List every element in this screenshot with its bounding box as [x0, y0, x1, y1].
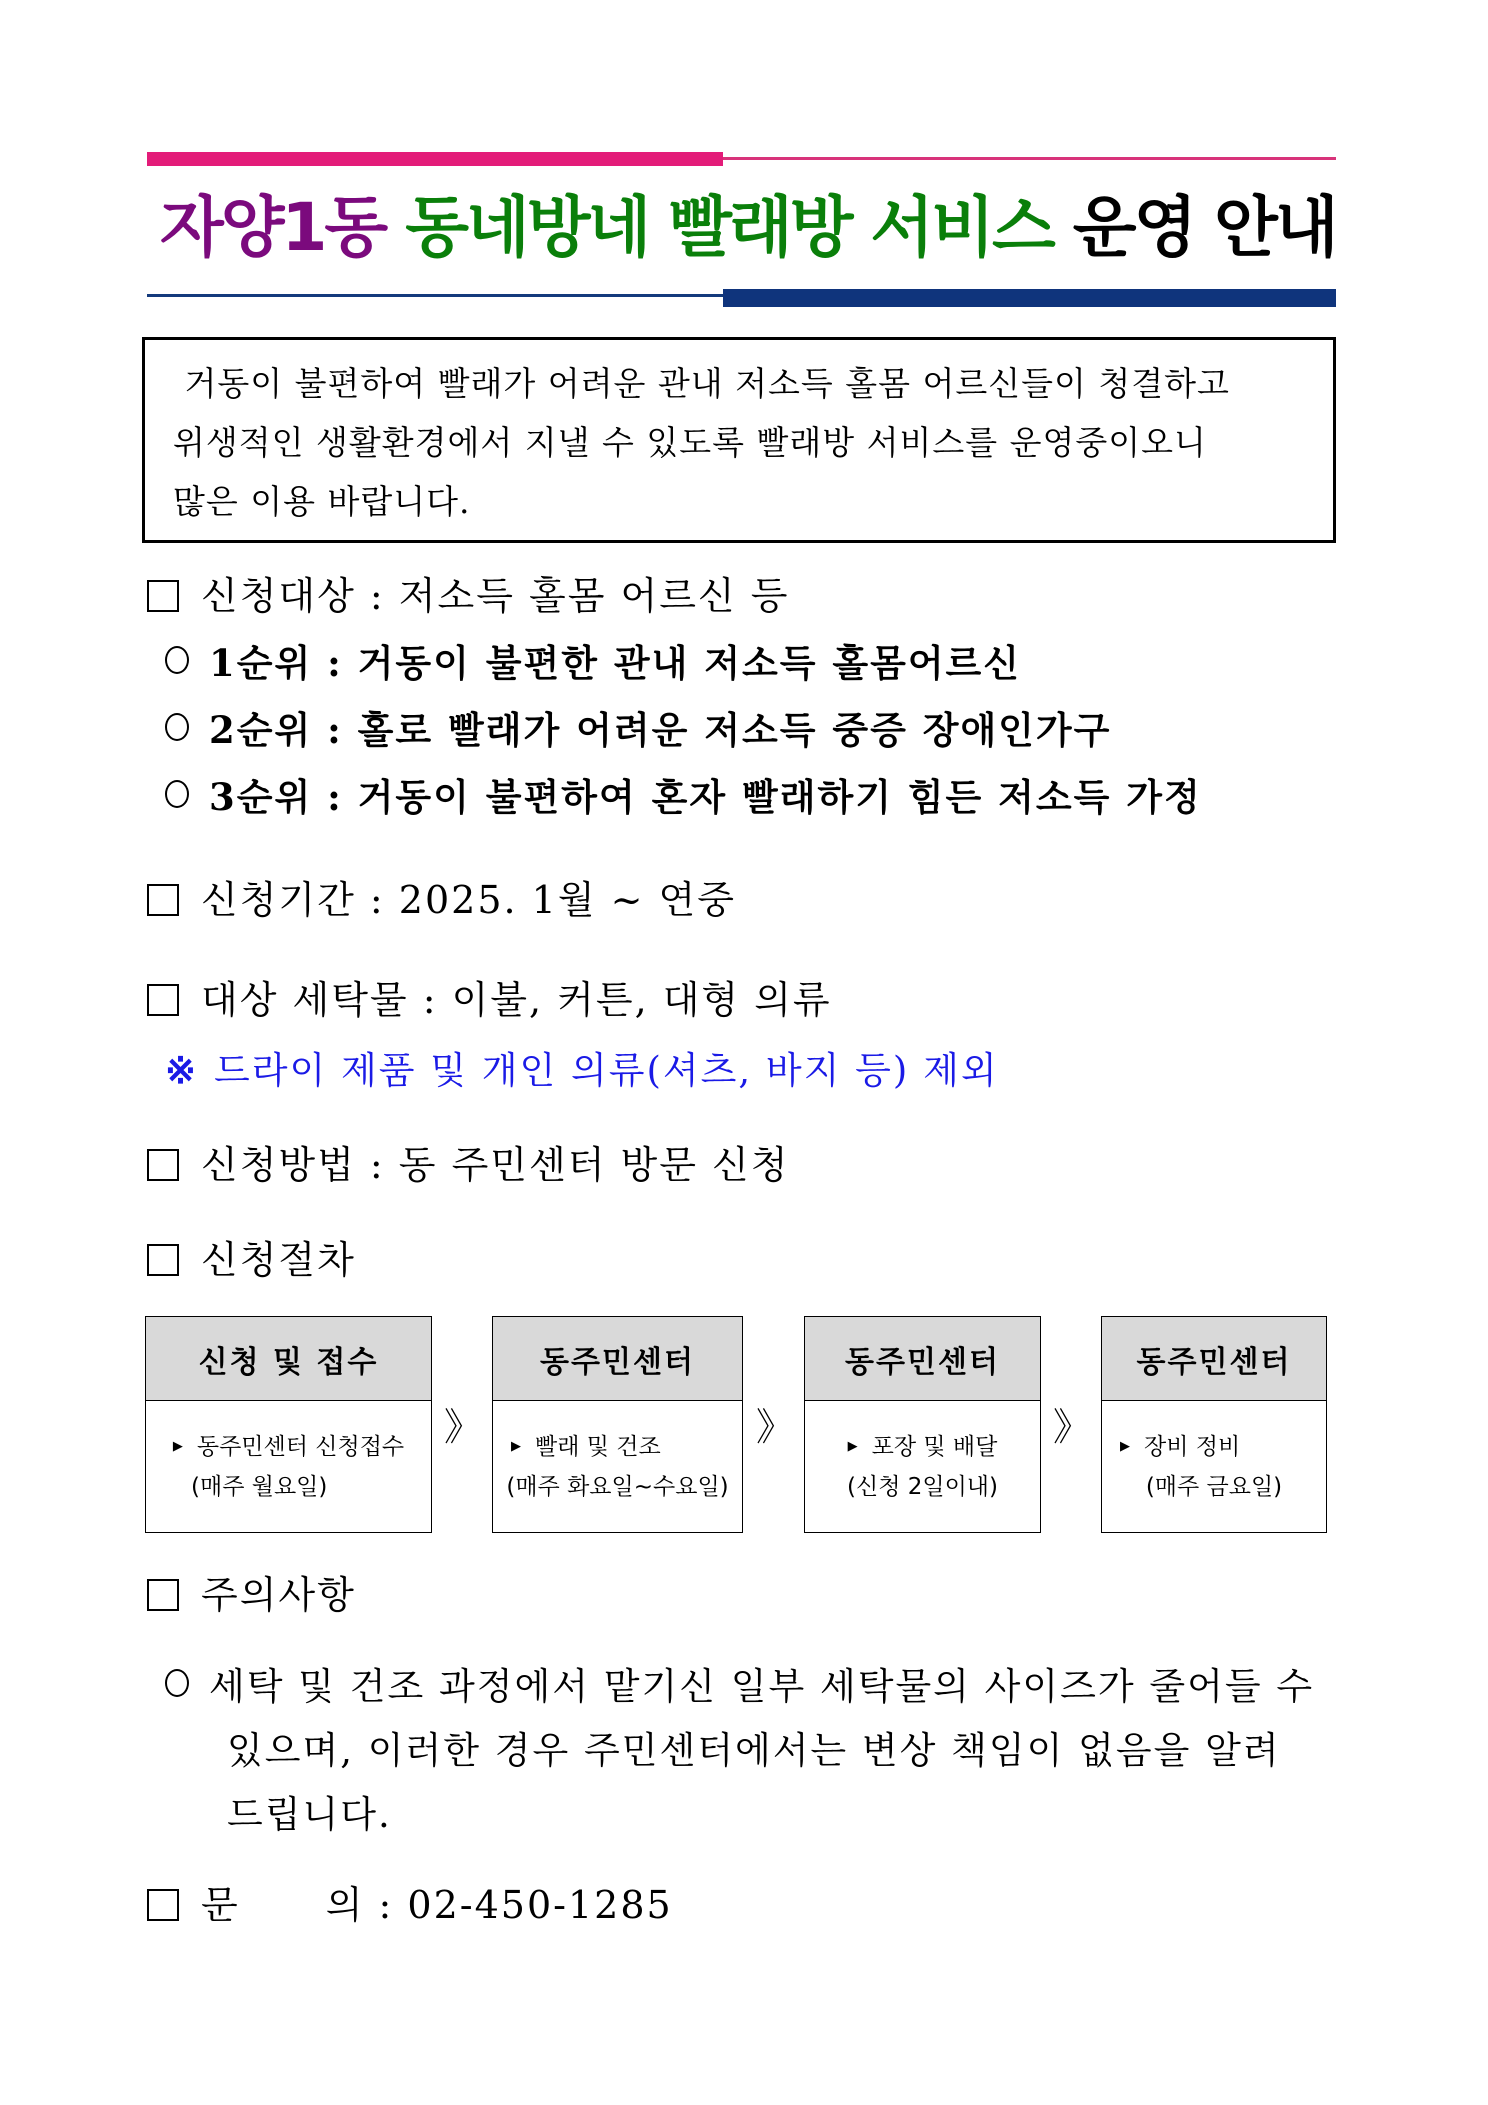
chevron-right-icon: 》 [1053, 1405, 1092, 1449]
priority-text: 2순위 : 홀로 빨래가 어려운 저소득 중증 장애인가구 [209, 708, 1112, 752]
section-items [147, 975, 832, 1025]
circle-bullet-icon [165, 780, 189, 808]
step-schedule: (매주 화요일~수요일) [506, 1474, 729, 1500]
step-header: 동주민센터 [1102, 1317, 1326, 1401]
procedure-step-2 [492, 1316, 743, 1533]
step-schedule: (매주 월요일) [191, 1474, 328, 1500]
checkbox-square-icon [147, 1244, 179, 1276]
procedure-step-1 [145, 1316, 432, 1533]
section-contact [147, 1880, 673, 1930]
header-navy-line [147, 294, 723, 297]
title-guide: 운영 안내 [1072, 189, 1336, 266]
checkbox-square-icon [147, 1149, 179, 1181]
procedure-step-4 [1101, 1316, 1327, 1533]
contact-phone: : 02-450-1285 [378, 1883, 673, 1927]
caution-line: 드립니다. [227, 1793, 392, 1836]
caution-text [165, 1655, 1345, 1847]
page-title [160, 183, 1336, 273]
step-header: 신청 및 접수 [146, 1317, 431, 1401]
header-navy-bar [723, 289, 1336, 307]
intro-line: 위생적인 생활환경에서 지낼 수 있도록 빨래방 서비스를 운영중이오니 [173, 423, 1207, 462]
caution-line: 세탁 및 건조 과정에서 맡기신 일부 세탁물의 사이즈가 줄어들 수 [209, 1665, 1315, 1708]
triangle-bullet-icon: ▶ [847, 1439, 858, 1454]
section-target [147, 571, 789, 621]
checkbox-square-icon [147, 884, 179, 916]
intro-line: 많은 이용 바랍니다. [173, 482, 471, 521]
triangle-bullet-icon: ▶ [1120, 1439, 1130, 1454]
section-method-label: 신청방법 : 동 주민센터 방문 신청 [201, 1143, 790, 1187]
title-district: 자양1동 [160, 189, 386, 266]
step-header: 동주민센터 [493, 1317, 742, 1401]
step-desc: 포장 및 배달 [871, 1434, 998, 1460]
step-desc: 빨래 및 건조 [535, 1434, 661, 1460]
chevron-right-icon: 》 [444, 1405, 483, 1449]
header-pink-bar [147, 152, 723, 166]
circle-bullet-icon [165, 646, 189, 674]
section-caution [147, 1570, 356, 1620]
circle-bullet-icon [165, 713, 189, 741]
triangle-bullet-icon: ▶ [511, 1439, 521, 1454]
step-schedule: (신청 2일이내) [847, 1474, 998, 1500]
priority-item [165, 772, 1202, 822]
priority-item [165, 638, 1021, 688]
step-schedule: (매주 금요일) [1145, 1474, 1283, 1500]
section-procedure [147, 1235, 356, 1285]
section-period-label: 신청기간 : 2025. 1월 ~ 연중 [201, 878, 736, 922]
priority-item [165, 705, 1111, 755]
note-text: 드라이 제품 및 개인 의류(셔츠, 바지 등) 제외 [214, 1049, 999, 1092]
section-caution-label: 주의사항 [201, 1573, 356, 1617]
intro-line: 거동이 불편하여 빨래가 어려운 관내 저소득 홀몸 어르신들이 청결하고 [173, 364, 1230, 403]
step-desc: 동주민센터 신청접수 [196, 1434, 405, 1460]
caution-line: 있으며, 이러한 경우 주민센터에서는 변상 책임이 없음을 알려 [227, 1729, 1281, 1772]
contact-label-1: 문 [201, 1883, 240, 1927]
circle-bullet-icon [165, 1669, 189, 1697]
section-method [147, 1140, 789, 1190]
section-period [147, 875, 736, 925]
contact-label-2: 의 [325, 1883, 365, 1927]
title-service: 동네방네 빨래방 서비스 [405, 189, 1053, 266]
procedure-step-3 [804, 1316, 1041, 1533]
priority-text: 1순위 : 거동이 불편한 관내 저소득 홀몸어르신 [209, 641, 1022, 685]
chevron-right-icon: 》 [756, 1405, 795, 1449]
priority-text: 3순위 : 거동이 불편하여 혼자 빨래하기 힘든 저소득 가정 [209, 775, 1202, 819]
checkbox-square-icon [147, 580, 179, 612]
section-target-label: 신청대상 : 저소득 홀몸 어르신 등 [201, 574, 790, 618]
checkbox-square-icon [147, 1889, 179, 1921]
reference-mark-icon: ※ [165, 1048, 199, 1092]
triangle-bullet-icon: ▶ [172, 1439, 183, 1454]
step-desc: 장비 정비 [1144, 1434, 1241, 1460]
section-procedure-label: 신청절차 [201, 1238, 356, 1282]
header-pink-line [723, 157, 1336, 160]
step-header: 동주민센터 [805, 1317, 1040, 1401]
checkbox-square-icon [147, 1579, 179, 1611]
checkbox-square-icon [147, 984, 179, 1016]
items-exclusion-note [165, 1045, 999, 1096]
section-items-label: 대상 세탁물 : 이불, 커튼, 대형 의류 [201, 978, 832, 1022]
intro-box [142, 337, 1336, 543]
